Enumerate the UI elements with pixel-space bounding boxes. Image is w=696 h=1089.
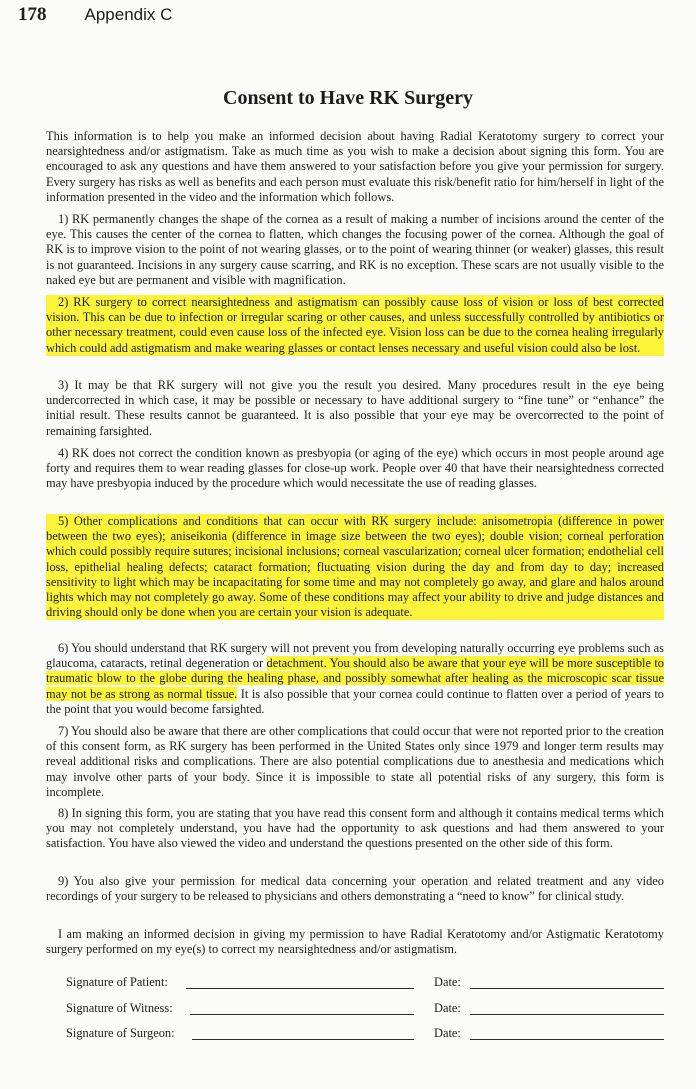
surgeon-date-line[interactable] [470, 1039, 664, 1040]
surgeon-signature-row [66, 1026, 666, 1044]
witness-date-line[interactable] [470, 1014, 664, 1015]
patient-signature-line[interactable] [186, 988, 414, 989]
witness-date-label: Date: [434, 1001, 461, 1015]
paragraph-6-start: 6) You should understand that RK surgery will not prevent you from developing naturally occurring eye problems such as glaucoma, cataracts, retinal degeneration or [46, 641, 664, 671]
surgeon-signature-line[interactable] [192, 1039, 414, 1040]
paragraph-4: 4) RK does not correct the condition known as presbyopia (or aging of the eye) which occurs in most people around age forty and requires them to wear reading glasses for close-up work. People over 40 that have their nearsightedness corrected may have presbyopia induced by the procedure which would necessitate the use of reading glasses. [46, 446, 664, 491]
paragraph-7: 7) You should also be aware that there are other complications that could occur that were not reported prior to the creation of this consent form, as RK surgery has been performed in the United States only since 1979 and longer term results may reveal additional risks and complications. There are also potential complications due to anesthesia and medications which may involve other parts of your body. Since it is impossible to state all potential risks of any surgery, this form is incomplete. [46, 724, 664, 799]
paragraph-6-end: It is also possible that your cornea could continue to flatten over a period of years to the point that you would become farsighted. [46, 686, 664, 716]
witness-signature-line[interactable] [190, 1014, 414, 1015]
patient-signature-label: Signature of Patient: [66, 975, 168, 989]
document-title: Consent to Have RK Surgery [223, 87, 473, 109]
patient-date-label: Date: [434, 975, 461, 989]
paragraph-8: 8) In signing this form, you are stating that you have read this consent form and although it contains medical terms which you may not completely understand, you have had the opportunity to ask questions and had them answered to your satisfaction. You have also viewed the video and understand the questions presented on the other side of this form. [46, 806, 664, 851]
witness-signature-row [66, 1001, 666, 1019]
paragraph-6-highlight: detachment. You should also be aware that your eye will be more susceptible to traumatic blow to the globe during the healing phase, and possibly somewhat after healing as the microscopic scar tissue may not be as strong as normal tissue. [46, 656, 665, 701]
surgeon-signature-label: Signature of Surgeon: [66, 1026, 175, 1040]
paragraph-2-highlighted: 2) RK surgery to correct nearsightedness and astigmatism can possibly cause loss of vision or loss of best corrected vision. This can be due to infection or irregular scaring or other causes, and unless successfully controlled by antibiotics or other necessary treatment, could even cause loss of the infected eye. Vision loss can be due to the cornea healing irregularly which could add astigmatism and make wearing glasses or contact lenses necessary and useful vision could also be lost. [46, 295, 664, 355]
surgeon-date-label: Date: [434, 1026, 461, 1040]
page-number: 178 [18, 4, 47, 25]
appendix-label: Appendix C [84, 5, 173, 24]
paragraph-5-highlighted: 5) Other complications and conditions that can occur with RK surgery include: anisometropia (difference in power between the two eyes); aniseikonia (difference in image size between the two eyes); double vision; corneal perforation which could possibly require sutures; incisional inclusions; corneal vascularization; corneal ulcer formation; endothelial cell loss, epithelial healing defects; cataract formation; fluctuating vision during the day and from day to day; increased sensitivity to light which may be incapacitating for some time and may not completely go away, and glare and halos around lights which may not completely go away. Some of these conditions may affect your ability to drive and judge distances and driving should only be done when you are certain your vision is adequate. [46, 514, 664, 620]
running-header [18, 4, 172, 30]
intro-paragraph: This information is to help you make an informed decision about having Radial Keratotomy surgery to correct your nearsightedness and/or astigmatism. Take as much time as you wish to make a decision about signing this form. You are encouraged to ask any questions and have them answered to your satisfaction before you give your permission for surgery. Every surgery has risks as well as benefits and each person must evaluate this risk/benefit ratio for him/herself in light of the information presented in the video and the information which follows. [46, 129, 664, 204]
paragraph-3: 3) It may be that RK surgery will not give you the result you desired. Many procedures result in the eye being undercorrected in which case, it may be possible or necessary to have additional surgery to “fine tune” or “enhance” the initial result. These results cannot be guaranteed. It is also possible that your eye may be overcorrected to the point of remaining farsighted. [46, 378, 664, 438]
paragraph-9: 9) You also give your permission for medical data concerning your operation and related treatment and any video recordings of your surgery to be released to physicians and others demonstrating a “need to know” for clinical study. [46, 874, 664, 904]
paragraph-6 [46, 641, 664, 717]
patient-signature-row [66, 975, 666, 993]
paragraph-1: 1) RK permanently changes the shape of the cornea as a result of making a number of incisions around the center of the eye. This causes the center of the cornea to flatten, which changes the focusing power of the cornea. Although the goal of RK is to improve vision to the point of not wearing glasses, or to the point of wearing thinner (or weaker) glasses, this result is not guaranteed. Incisions in any surgery cause scarring, and RK is no exception. These scars are not usually visible to the naked eye but are permanent and visible with magnification. [46, 212, 664, 287]
closing-statement: I am making an informed decision in giving my permission to have Radial Keratotomy and/or Astigmatic Keratotomy surgery performed on my eye(s) to correct my nearsightedness and/or astigmatism. [46, 927, 664, 957]
witness-signature-label: Signature of Witness: [66, 1001, 173, 1015]
patient-date-line[interactable] [470, 988, 664, 989]
